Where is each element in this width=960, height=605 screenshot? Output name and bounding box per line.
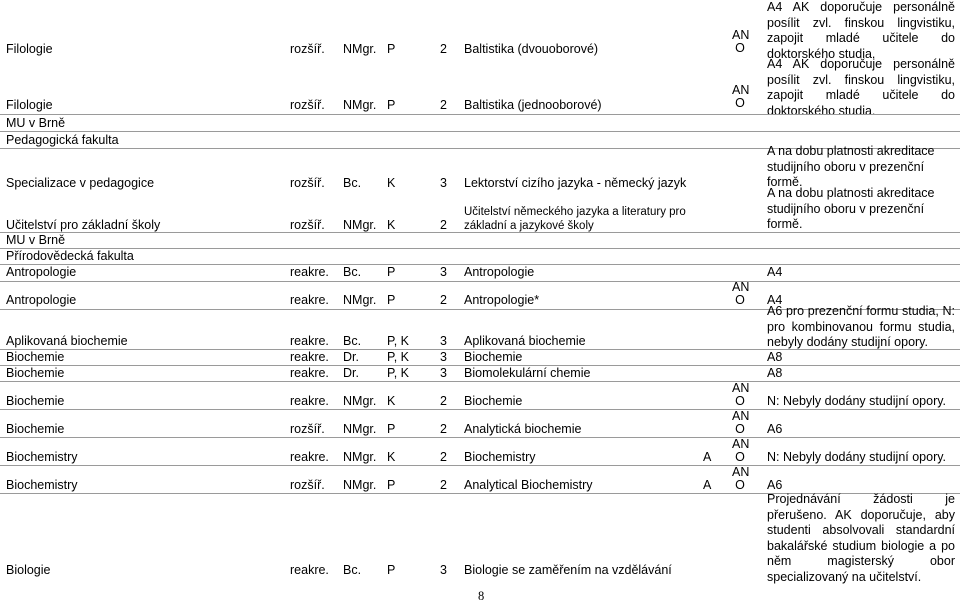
years-cell: 3 [440, 366, 447, 380]
type-cell: reakre. [290, 450, 329, 464]
note-cell: N: Nebyly dodány studijní opory. [767, 450, 947, 464]
level-cell: NMgr. [343, 42, 377, 56]
years-cell: 2 [440, 394, 447, 408]
university-heading: MU v Brně [6, 233, 66, 247]
level-cell: NMgr. [343, 394, 377, 408]
note-cell: A na dobu platnosti akreditace studijního oboru v prezenční formě. [767, 186, 935, 231]
programme-cell: Učitelství německého jazyka a literatury pro základní a jazykové školy [464, 206, 686, 232]
note-cell: A4 AK doporučuje personálně posílit zvl. finskou lingvistiku, zapojit mladé učitele do doktorského studia. [767, 0, 955, 61]
level-cell: Bc. [343, 176, 362, 190]
form-cell: P, K [387, 350, 410, 364]
note-cell: A6 [767, 422, 783, 436]
divider [0, 248, 960, 249]
field-cell: Biochemistry [6, 478, 78, 492]
note-cell: A4 [767, 265, 783, 279]
divider [0, 232, 960, 233]
programme-cell: Biomolekulární chemie [464, 366, 591, 380]
form-cell: P [387, 293, 396, 307]
type-cell: rozšíř. [290, 478, 325, 492]
status-cell: AN O [732, 28, 750, 55]
field-cell: Biochemie [6, 366, 65, 380]
programme-cell: Aplikovaná biochemie [464, 334, 586, 348]
programme-cell: Baltistika (jednooborové) [464, 98, 602, 112]
faculty-heading: Přírodovědecká fakulta [6, 249, 134, 263]
programme-cell: Antropologie [464, 265, 535, 279]
field-cell: Aplikovaná biochemie [6, 334, 128, 348]
programme-cell: Baltistika (dvouoborové) [464, 42, 599, 56]
form-cell: K [387, 176, 396, 190]
form-cell: K [387, 394, 396, 408]
programme-cell: Analytická biochemie [464, 422, 582, 436]
years-cell: 2 [440, 218, 447, 232]
status-cell: AN O [732, 465, 750, 492]
type-cell: reakre. [290, 350, 329, 364]
years-cell: 2 [440, 422, 447, 436]
years-cell: 2 [440, 42, 447, 56]
form-cell: P, K [387, 366, 410, 380]
field-cell: Biochemie [6, 350, 65, 364]
university-heading: MU v Brně [6, 116, 66, 130]
years-cell: 3 [440, 265, 447, 279]
level-cell: NMgr. [343, 450, 377, 464]
note-cell: A8 [767, 366, 783, 380]
note-cell: N: Nebyly dodány studijní opory. [767, 394, 947, 408]
note-cell: A6 pro prezenční formu studia, N: pro kombinovanou formu studia, nebyly dodány studijní opory. [767, 304, 955, 349]
field-cell: Biologie [6, 563, 51, 577]
type-cell: reakre. [290, 265, 329, 279]
level-cell: NMgr. [343, 422, 377, 436]
programme-cell: Biologie se zaměřením na vzdělávání [464, 563, 672, 577]
field-cell: Biochemie [6, 394, 65, 408]
level-cell: Dr. [343, 366, 359, 380]
programme-cell: Biochemistry [464, 450, 536, 464]
divider [0, 437, 960, 438]
note-cell: A na dobu platnosti akreditace studijního oboru v prezenční formě. [767, 144, 935, 189]
language-cell: A [703, 450, 712, 464]
faculty-heading: Pedagogická fakulta [6, 133, 119, 147]
field-cell: Biochemie [6, 422, 65, 436]
level-cell: Bc. [343, 265, 362, 279]
type-cell: reakre. [290, 293, 329, 307]
years-cell: 3 [440, 176, 447, 190]
years-cell: 2 [440, 450, 447, 464]
type-cell: rozšíř. [290, 422, 325, 436]
years-cell: 3 [440, 563, 447, 577]
status-cell: AN O [732, 381, 750, 408]
status-cell: AN O [732, 409, 750, 436]
level-cell: Bc. [343, 334, 362, 348]
language-cell: A [703, 478, 712, 492]
divider [0, 465, 960, 466]
divider [0, 114, 960, 115]
type-cell: rozšíř. [290, 42, 325, 56]
programme-cell: Analytical Biochemistry [464, 478, 593, 492]
field-cell: Učitelství pro základní školy [6, 218, 161, 232]
years-cell: 2 [440, 98, 447, 112]
type-cell: rozšíř. [290, 98, 325, 112]
divider [0, 281, 960, 282]
field-cell: Antropologie [6, 265, 77, 279]
type-cell: reakre. [290, 563, 329, 577]
years-cell: 2 [440, 478, 447, 492]
type-cell: reakre. [290, 394, 329, 408]
level-cell: NMgr. [343, 293, 377, 307]
note-cell: A4 [767, 293, 783, 307]
level-cell: NMgr. [343, 218, 377, 232]
programme-cell: Antropologie* [464, 293, 540, 307]
years-cell: 3 [440, 334, 447, 348]
type-cell: rozšíř. [290, 218, 325, 232]
years-cell: 2 [440, 293, 447, 307]
level-cell: NMgr. [343, 478, 377, 492]
form-cell: P [387, 478, 396, 492]
form-cell: K [387, 218, 396, 232]
status-cell: AN O [732, 280, 750, 307]
status-cell: AN O [732, 83, 750, 110]
note-cell: Projednávání žádosti je přerušeno. AK doporučuje, aby studenti absolvovali standardní bakalářské studium biologie a po něm magisterský obor specializovaný na učitelství. [767, 492, 955, 584]
programme-cell: Lektorství cizího jazyka - německý jazyk [464, 176, 687, 190]
form-cell: K [387, 450, 396, 464]
level-cell: Bc. [343, 563, 362, 577]
status-cell: AN O [732, 437, 750, 464]
form-cell: P [387, 422, 396, 436]
form-cell: P [387, 265, 396, 279]
field-cell: Filologie [6, 98, 53, 112]
note-cell: A4 AK doporučuje personálně posílit zvl. finskou lingvistiku, zapojit mladé učitele do doktorského studia. [767, 57, 955, 118]
note-cell: A8 [767, 350, 783, 364]
field-cell: Antropologie [6, 293, 77, 307]
level-cell: Dr. [343, 350, 359, 364]
type-cell: reakre. [290, 366, 329, 380]
type-cell: rozšíř. [290, 176, 325, 190]
divider [0, 131, 960, 132]
field-cell: Filologie [6, 42, 53, 56]
type-cell: reakre. [290, 334, 329, 348]
field-cell: Biochemistry [6, 450, 78, 464]
programme-cell: Biochemie [464, 394, 523, 408]
level-cell: NMgr. [343, 98, 377, 112]
divider [0, 409, 960, 410]
divider [0, 381, 960, 382]
note-cell: A6 [767, 478, 783, 492]
form-cell: P [387, 98, 396, 112]
form-cell: P [387, 42, 396, 56]
form-cell: P [387, 563, 396, 577]
page-number: 8 [478, 589, 485, 603]
programme-cell: Biochemie [464, 350, 523, 364]
field-cell: Specializace v pedagogice [6, 176, 155, 190]
form-cell: P, K [387, 334, 410, 348]
years-cell: 3 [440, 350, 447, 364]
